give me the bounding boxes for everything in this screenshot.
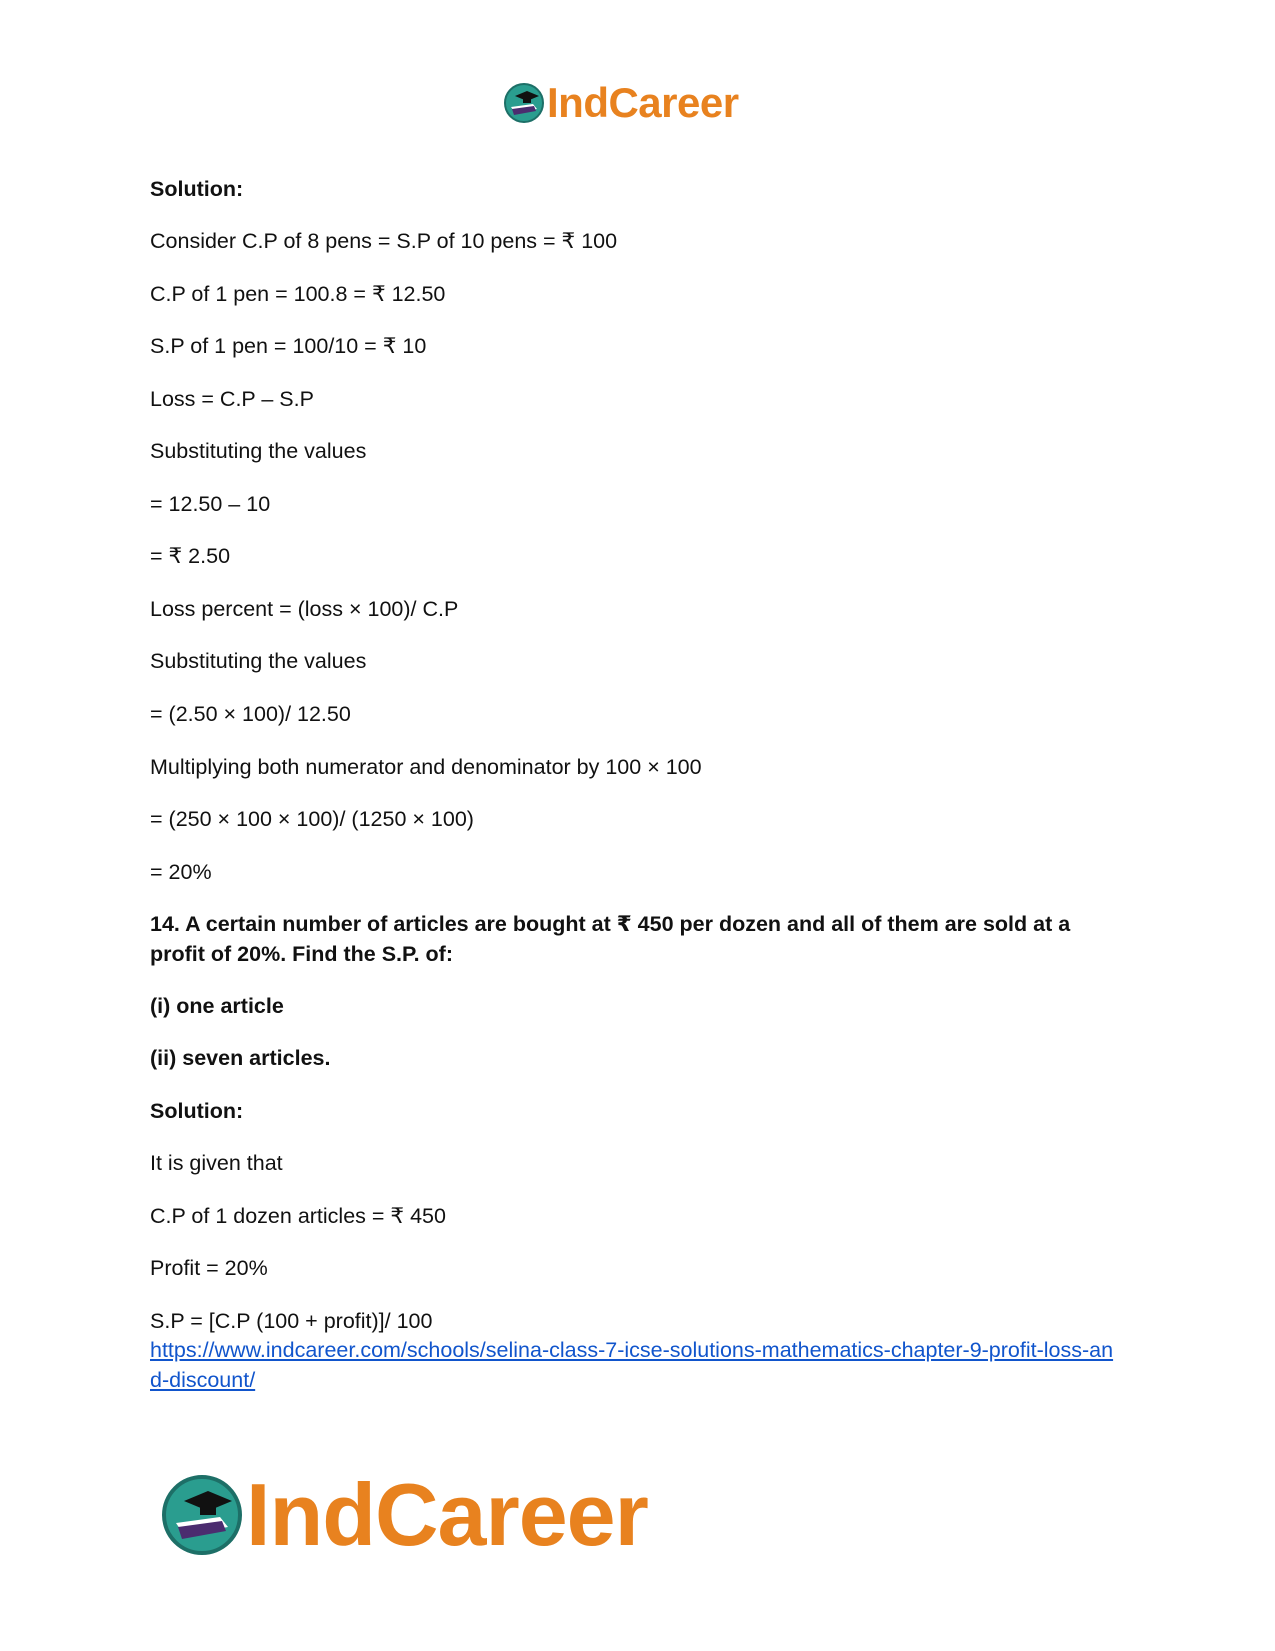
solution-line: Substituting the values bbox=[150, 439, 367, 463]
solution-line: S.P of 1 pen = 100/10 = ₹ 10 bbox=[150, 334, 427, 358]
solution-line: Loss = C.P – S.P bbox=[150, 387, 314, 411]
question-part-i: (i) one article bbox=[150, 994, 284, 1018]
solution-line: Multiplying both numerator and denominator by 100 × 100 bbox=[150, 755, 702, 779]
solution-line: = 12.50 – 10 bbox=[150, 492, 271, 516]
solution-heading: Solution: bbox=[150, 1099, 244, 1123]
solution-line: C.P of 1 dozen articles = ₹ 450 bbox=[150, 1204, 446, 1228]
source-url-link[interactable]: https://www.indcareer.com/schools/selina-class-7-icse-solutions-mathematics-chapter-9-profit-loss-and-discount/ bbox=[150, 1338, 1114, 1392]
logo-wordmark: IndCareer bbox=[547, 79, 739, 126]
solution-line: C.P of 1 pen = 100.8 = ₹ 12.50 bbox=[150, 282, 446, 306]
solution-line: S.P = [C.P (100 + profit)]/ 100 bbox=[150, 1309, 433, 1333]
solution-line: Profit = 20% bbox=[150, 1256, 268, 1280]
solution-line: Loss percent = (loss × 100)/ C.P bbox=[150, 597, 459, 621]
book-globe-icon bbox=[503, 82, 545, 124]
solution-line: Consider C.P of 8 pens = S.P of 10 pens = ₹ 100 bbox=[150, 229, 618, 253]
solution-line: = (2.50 × 100)/ 12.50 bbox=[150, 702, 351, 726]
solution-line: Substituting the values bbox=[150, 649, 367, 673]
solution-line: It is given that bbox=[150, 1151, 283, 1175]
logo-wordmark: IndCareer bbox=[246, 1465, 648, 1564]
question-14: 14. A certain number of articles are bought at ₹ 450 per dozen and all of them are sold at a profit of 20%. Find the S.P. of: bbox=[150, 912, 1071, 966]
header-logo bbox=[503, 78, 739, 128]
solution-line: = 20% bbox=[150, 860, 212, 884]
solution-line: = ₹ 2.50 bbox=[150, 544, 231, 568]
solution-line: = (250 × 100 × 100)/ (1250 × 100) bbox=[150, 807, 474, 831]
solution-heading: Solution: bbox=[150, 177, 244, 201]
footer-logo bbox=[160, 1465, 648, 1564]
question-part-ii: (ii) seven articles. bbox=[150, 1046, 331, 1070]
book-globe-icon bbox=[160, 1473, 244, 1557]
